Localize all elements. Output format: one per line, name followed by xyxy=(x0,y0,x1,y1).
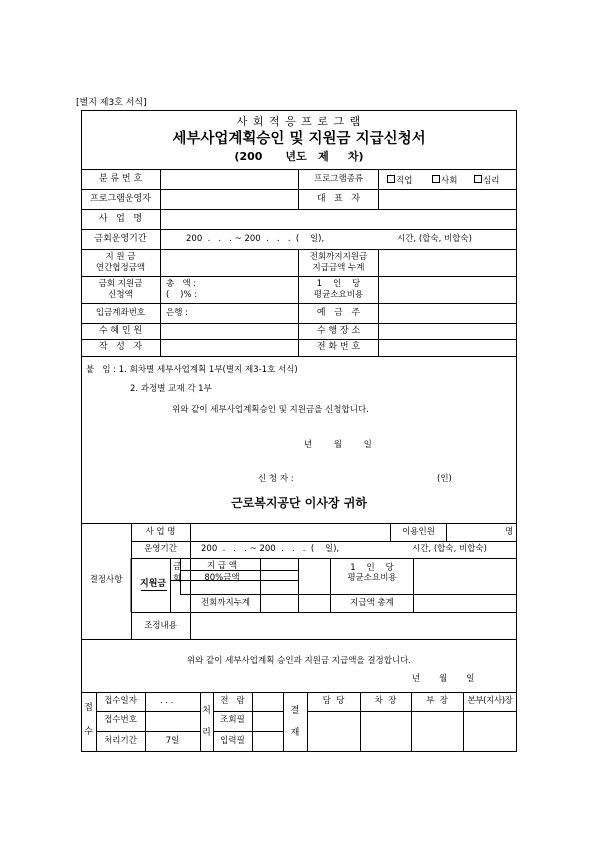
received-date-label: 접수일자 xyxy=(104,696,137,706)
percent-label: ( )% : xyxy=(166,290,198,300)
input-label: 입력필 xyxy=(220,736,245,746)
period-label: 금회운영기간 xyxy=(94,234,147,244)
period-value: 200 . . . ~ 200 . . . ( 일), xyxy=(186,234,325,244)
form-year: (200 년도 제 차) xyxy=(234,150,364,163)
grant-label: 지원금 xyxy=(140,579,167,589)
approval-label-1: 결 xyxy=(290,706,300,716)
type-option-social[interactable]: 사회 xyxy=(432,175,457,186)
received-no-label: 접수번호 xyxy=(104,715,137,725)
per-person-label-2: 평균소요비용 xyxy=(313,290,364,300)
approver-staff: 담 당 xyxy=(322,696,345,706)
users-unit: 명 xyxy=(505,527,514,537)
processing-value: 7일 xyxy=(165,736,180,746)
annual-label-1: 지 원 금 xyxy=(105,252,136,262)
approver-head: 본부(지사)장 xyxy=(467,696,513,706)
dispatch-label: 전 람 xyxy=(220,696,245,706)
phone-label: 전 화 번 호 xyxy=(316,342,361,352)
decision-statement: 위와 같이 세부사업계획 승인과 지원금 지급액을 결정합니다. xyxy=(186,656,412,666)
seal-mark: (인) xyxy=(437,474,452,484)
beneficiary-label: 수 혜 인 원 xyxy=(98,326,143,336)
annual-label-2: 연간협정금액 xyxy=(95,263,146,273)
request-label-1: 금회 지원금 xyxy=(98,279,143,289)
pct80-label: 80%금액 xyxy=(204,573,240,583)
pay-total-label: 지급액 총계 xyxy=(350,598,394,608)
applicant-label: 신 청 자 : xyxy=(258,474,294,484)
checkbox-icon xyxy=(432,175,440,183)
decision-per-person-2: 평균소요비용 xyxy=(347,573,397,583)
application-date: 년 월 일 xyxy=(304,440,372,450)
adjust-label: 조정내용 xyxy=(144,621,177,631)
attachment-line-1: 붙 임 : 1. 회차별 세부사업계획 1부(별지 제3-1호 서식) xyxy=(86,365,298,375)
decision-period-value: 200 . . . ~ 200 . . . ( 일), xyxy=(201,544,340,554)
approver-manager: 부 장 xyxy=(426,696,448,706)
form-label: [별지 제3호 서식] xyxy=(76,98,147,108)
writer-label: 작 성 자 xyxy=(98,342,143,352)
this-time-label-2: 회 xyxy=(173,574,182,584)
decision-period-label: 운영기간 xyxy=(144,544,177,554)
decision-project-label: 사 업 명 xyxy=(145,527,176,537)
deposit-account-label: 입금계좌번호 xyxy=(95,308,146,318)
receipt-label-1: 접 xyxy=(84,703,93,713)
depositor-label: 예 금 주 xyxy=(316,308,361,318)
type-option-job[interactable]: 직업 xyxy=(387,175,412,186)
this-time-label-1: 금 xyxy=(173,562,182,572)
cumulative-label-2: 지급금액 누계 xyxy=(312,263,365,273)
receipt-label-2: 수 xyxy=(84,727,93,737)
cumulative-label-1: 전회까지지원금 xyxy=(309,252,368,262)
decision-date: 년 월 일 xyxy=(412,674,475,684)
received-date-value: . . . xyxy=(160,696,174,706)
total-label: 총 액 : xyxy=(166,279,197,289)
program-heading: 사 회 적 응 프 로 그 램 xyxy=(236,115,362,128)
approval-label-2: 재 xyxy=(290,728,300,738)
users-label: 이용인원 xyxy=(402,527,435,537)
venue-label: 수 행 장 소 xyxy=(316,326,361,336)
per-person-label-1: 1 인 당 xyxy=(316,279,361,289)
decision-per-person-1: 1 인 당 xyxy=(350,563,394,573)
checkbox-icon xyxy=(474,175,482,183)
bank-label: 은행 : xyxy=(166,308,188,318)
operator-label: 프로그램운영자 xyxy=(90,194,151,204)
time-value: 시간, (합숙, 비합숙) xyxy=(397,234,472,244)
decision-label: 결정사항 xyxy=(89,575,123,585)
processing-label: 처리기간 xyxy=(104,736,137,746)
type-option-psych[interactable]: 심리 xyxy=(474,175,499,186)
approver-deputy: 차 장 xyxy=(374,696,397,706)
request-label-2: 신청액 xyxy=(108,290,133,300)
pay-amount-label: 지 급 액 xyxy=(206,561,238,571)
project-label: 사 업 명 xyxy=(98,214,143,224)
class-no-label: 분 류 번 호 xyxy=(98,174,143,184)
recipient: 근로복지공단 이사장 귀하 xyxy=(231,496,367,510)
cumulative-total-label: 전회까지누계 xyxy=(200,598,251,608)
form-title: 세부사업계획승인 및 지원금 지급신청서 xyxy=(172,131,426,147)
representative-label: 대 표 자 xyxy=(316,194,361,204)
attachment-line-2: 2. 과정별 교재 각 1부 xyxy=(130,384,212,394)
process-label-2: 리 xyxy=(202,728,211,738)
application-statement: 위와 같이 세부사업계획승인 및 지원금을 신청합니다. xyxy=(172,405,369,415)
process-label-1: 처 xyxy=(202,706,211,716)
checkbox-icon xyxy=(387,175,395,183)
decision-time-value: 시간, (합숙, 비합숙) xyxy=(412,544,487,554)
check-label: 조회필 xyxy=(220,715,245,725)
program-type-label: 프로그램종류 xyxy=(313,174,364,184)
